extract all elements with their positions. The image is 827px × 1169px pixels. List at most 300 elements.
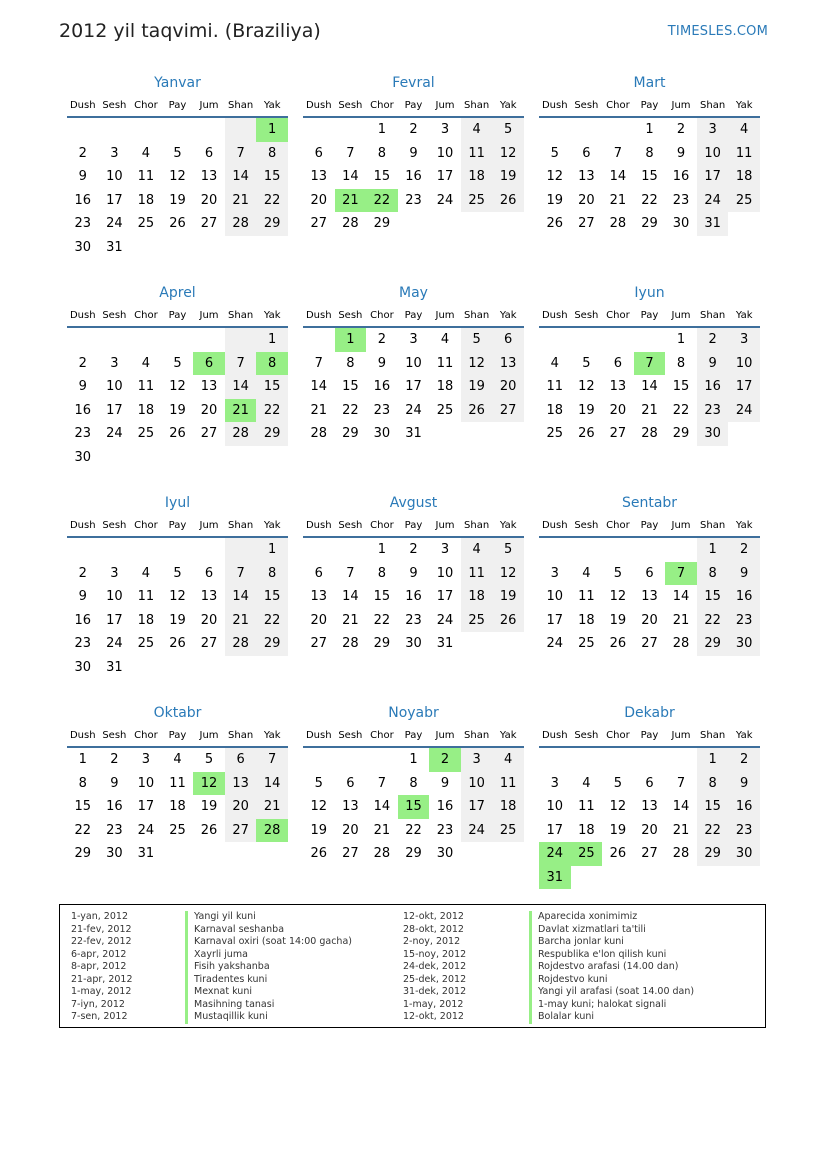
day-cell[interactable]: 29: [256, 422, 288, 446]
day-cell[interactable]: 29: [405, 846, 422, 862]
day-cell[interactable]: 5: [173, 355, 182, 371]
day-cell[interactable]: 2: [728, 537, 760, 562]
day-cell[interactable]: 16: [373, 379, 391, 395]
day-cell[interactable]: 10: [461, 772, 493, 796]
day-cell[interactable]: 19: [546, 192, 564, 208]
day-cell[interactable]: 11: [578, 589, 595, 605]
day-cell[interactable]: 1: [256, 327, 288, 352]
day-cell[interactable]: 12: [169, 169, 186, 185]
day-cell[interactable]: 22: [256, 399, 288, 423]
day-cell[interactable]: 21: [225, 189, 257, 213]
day-cell[interactable]: 3: [110, 355, 119, 371]
day-cell[interactable]: 17: [461, 795, 493, 819]
site-link[interactable]: TIMESLES.COM: [667, 24, 768, 39]
day-cell[interactable]: 31: [405, 426, 422, 442]
day-cell[interactable]: 9: [78, 379, 87, 395]
day-cell[interactable]: 18: [137, 402, 155, 418]
day-cell[interactable]: 25: [436, 402, 454, 418]
day-cell[interactable]: 25: [461, 189, 493, 213]
day-cell[interactable]: 15: [256, 585, 288, 609]
day-cell[interactable]: 9: [676, 145, 686, 161]
day-cell[interactable]: 26: [169, 636, 186, 652]
day-cell[interactable]: 3: [550, 775, 559, 791]
day-cell[interactable]: 13: [641, 799, 658, 815]
day-cell[interactable]: 23: [405, 612, 422, 628]
day-cell[interactable]: 16: [436, 799, 454, 815]
day-cell[interactable]: 22: [697, 609, 729, 633]
day-cell[interactable]: 12: [492, 562, 524, 586]
day-cell[interactable]: 5: [550, 145, 559, 161]
day-cell[interactable]: 7: [377, 775, 387, 791]
day-cell[interactable]: 10: [728, 352, 760, 376]
day-cell[interactable]: 5: [492, 117, 524, 142]
day-cell[interactable]: 8: [256, 352, 288, 376]
day-cell[interactable]: 21: [342, 612, 359, 628]
day-cell[interactable]: 13: [200, 169, 218, 185]
day-cell[interactable]: 23: [106, 822, 123, 838]
day-cell[interactable]: 11: [137, 589, 155, 605]
day-cell[interactable]: 27: [310, 636, 328, 652]
day-cell[interactable]: 20: [578, 192, 595, 208]
day-cell[interactable]: 1: [377, 542, 387, 558]
day-cell[interactable]: 25: [578, 636, 595, 652]
day-cell[interactable]: 28: [342, 636, 359, 652]
day-cell[interactable]: 15: [373, 589, 391, 605]
day-cell[interactable]: 2: [429, 747, 461, 772]
day-cell[interactable]: 10: [137, 775, 155, 791]
day-cell[interactable]: 1: [256, 537, 288, 562]
day-cell[interactable]: 3: [440, 542, 450, 558]
day-cell[interactable]: 1: [78, 752, 87, 768]
day-cell[interactable]: 30: [672, 216, 690, 232]
day-cell[interactable]: 11: [492, 772, 524, 796]
day-cell[interactable]: 20: [310, 612, 328, 628]
day-cell[interactable]: 30: [728, 632, 760, 656]
day-cell[interactable]: 12: [193, 772, 225, 796]
day-cell[interactable]: 24: [546, 636, 564, 652]
day-cell[interactable]: 13: [609, 379, 627, 395]
day-cell[interactable]: 28: [672, 846, 690, 862]
day-cell[interactable]: 22: [373, 612, 391, 628]
day-cell[interactable]: 8: [409, 775, 418, 791]
day-cell[interactable]: 4: [582, 775, 591, 791]
day-cell[interactable]: 20: [641, 612, 658, 628]
day-cell[interactable]: 9: [728, 562, 760, 586]
day-cell[interactable]: 11: [461, 562, 493, 586]
day-cell[interactable]: 31: [106, 239, 123, 255]
day-cell[interactable]: 4: [173, 752, 182, 768]
day-cell[interactable]: 28: [373, 846, 391, 862]
day-cell[interactable]: 20: [310, 192, 328, 208]
day-cell[interactable]: 8: [645, 145, 654, 161]
day-cell[interactable]: 25: [461, 609, 493, 633]
day-cell[interactable]: 23: [728, 609, 760, 633]
day-cell[interactable]: 17: [106, 192, 123, 208]
day-cell[interactable]: 3: [550, 565, 559, 581]
day-cell[interactable]: 13: [641, 589, 658, 605]
day-cell[interactable]: 11: [461, 142, 493, 166]
day-cell[interactable]: 11: [546, 379, 564, 395]
day-cell[interactable]: 11: [436, 355, 454, 371]
day-cell[interactable]: 1: [377, 122, 387, 138]
day-cell[interactable]: 27: [200, 216, 218, 232]
day-cell[interactable]: 31: [539, 866, 571, 890]
day-cell[interactable]: 15: [74, 799, 92, 815]
day-cell[interactable]: 16: [728, 585, 760, 609]
day-cell[interactable]: 21: [672, 822, 690, 838]
day-cell[interactable]: 13: [310, 589, 328, 605]
day-cell[interactable]: 20: [492, 375, 524, 399]
day-cell[interactable]: 7: [634, 352, 666, 376]
day-cell[interactable]: 15: [373, 169, 391, 185]
day-cell[interactable]: 28: [342, 216, 359, 232]
day-cell[interactable]: 31: [697, 212, 729, 236]
day-cell[interactable]: 29: [256, 212, 288, 236]
day-cell[interactable]: 4: [728, 117, 760, 142]
day-cell[interactable]: 12: [169, 589, 186, 605]
day-cell[interactable]: 8: [256, 562, 288, 586]
day-cell[interactable]: 10: [106, 379, 123, 395]
day-cell[interactable]: 15: [697, 795, 729, 819]
day-cell[interactable]: 8: [377, 565, 387, 581]
day-cell[interactable]: 16: [74, 402, 92, 418]
day-cell[interactable]: 6: [314, 565, 323, 581]
day-cell[interactable]: 2: [409, 122, 418, 138]
day-cell[interactable]: 9: [78, 589, 87, 605]
day-cell[interactable]: 3: [141, 752, 151, 768]
day-cell[interactable]: 19: [461, 375, 493, 399]
day-cell[interactable]: 22: [641, 192, 658, 208]
day-cell[interactable]: 20: [200, 192, 218, 208]
day-cell[interactable]: 2: [697, 327, 729, 352]
day-cell[interactable]: 6: [613, 355, 623, 371]
day-cell[interactable]: 14: [256, 772, 288, 796]
day-cell[interactable]: 13: [342, 799, 359, 815]
day-cell[interactable]: 30: [74, 449, 92, 465]
day-cell[interactable]: 4: [440, 332, 450, 348]
day-cell[interactable]: 12: [578, 379, 595, 395]
day-cell[interactable]: 7: [665, 562, 697, 586]
day-cell[interactable]: 5: [173, 565, 182, 581]
day-cell[interactable]: 27: [200, 636, 218, 652]
day-cell[interactable]: 16: [405, 589, 422, 605]
day-cell[interactable]: 13: [200, 379, 218, 395]
day-cell[interactable]: 26: [492, 189, 524, 213]
day-cell[interactable]: 6: [225, 747, 257, 772]
day-cell[interactable]: 6: [582, 145, 591, 161]
day-cell[interactable]: 21: [335, 189, 367, 213]
day-cell[interactable]: 4: [461, 537, 493, 562]
day-cell[interactable]: 29: [373, 636, 391, 652]
day-cell[interactable]: 26: [310, 846, 328, 862]
day-cell[interactable]: 6: [204, 565, 214, 581]
day-cell[interactable]: 1: [256, 117, 288, 142]
day-cell[interactable]: 27: [578, 216, 595, 232]
day-cell[interactable]: 3: [461, 747, 493, 772]
day-cell[interactable]: 26: [609, 636, 627, 652]
day-cell[interactable]: 30: [106, 846, 123, 862]
day-cell[interactable]: 12: [461, 352, 493, 376]
day-cell[interactable]: 30: [74, 659, 92, 675]
day-cell[interactable]: 25: [492, 819, 524, 843]
day-cell[interactable]: 22: [366, 189, 398, 213]
day-cell[interactable]: 8: [377, 145, 387, 161]
day-cell[interactable]: 17: [436, 589, 454, 605]
day-cell[interactable]: 28: [256, 819, 288, 843]
day-cell[interactable]: 15: [256, 375, 288, 399]
day-cell[interactable]: 10: [697, 142, 729, 166]
day-cell[interactable]: 6: [492, 327, 524, 352]
day-cell[interactable]: 29: [641, 216, 658, 232]
day-cell[interactable]: 19: [310, 822, 328, 838]
day-cell[interactable]: 22: [74, 822, 92, 838]
day-cell[interactable]: 24: [106, 426, 123, 442]
day-cell[interactable]: 24: [436, 612, 454, 628]
day-cell[interactable]: 11: [169, 775, 186, 791]
day-cell[interactable]: 16: [405, 169, 422, 185]
day-cell[interactable]: 14: [672, 799, 690, 815]
day-cell[interactable]: 22: [342, 402, 359, 418]
day-cell[interactable]: 20: [200, 402, 218, 418]
day-cell[interactable]: 11: [728, 142, 760, 166]
day-cell[interactable]: 7: [613, 145, 623, 161]
day-cell[interactable]: 5: [613, 775, 623, 791]
day-cell[interactable]: 27: [641, 846, 658, 862]
day-cell[interactable]: 28: [225, 632, 257, 656]
day-cell[interactable]: 16: [672, 169, 690, 185]
day-cell[interactable]: 19: [492, 585, 524, 609]
day-cell[interactable]: 8: [256, 142, 288, 166]
day-cell[interactable]: 15: [697, 585, 729, 609]
day-cell[interactable]: 23: [74, 216, 92, 232]
day-cell[interactable]: 9: [377, 355, 387, 371]
day-cell[interactable]: 31: [137, 846, 155, 862]
day-cell[interactable]: 19: [169, 612, 186, 628]
day-cell[interactable]: 24: [137, 822, 155, 838]
day-cell[interactable]: 20: [609, 402, 627, 418]
day-cell[interactable]: 19: [169, 192, 186, 208]
day-cell[interactable]: 17: [137, 799, 155, 815]
day-cell[interactable]: 8: [346, 355, 355, 371]
day-cell[interactable]: 17: [106, 612, 123, 628]
day-cell[interactable]: 7: [676, 775, 686, 791]
day-cell[interactable]: 4: [141, 565, 151, 581]
day-cell[interactable]: 7: [225, 562, 257, 586]
day-cell[interactable]: 21: [672, 612, 690, 628]
day-cell[interactable]: 15: [342, 379, 359, 395]
day-cell[interactable]: 29: [697, 842, 729, 866]
day-cell[interactable]: 15: [256, 165, 288, 189]
day-cell[interactable]: 13: [200, 589, 218, 605]
day-cell[interactable]: 17: [436, 169, 454, 185]
day-cell[interactable]: 23: [728, 819, 760, 843]
day-cell[interactable]: 7: [225, 142, 257, 166]
day-cell[interactable]: 22: [672, 402, 690, 418]
day-cell[interactable]: 21: [609, 192, 627, 208]
day-cell[interactable]: 30: [728, 842, 760, 866]
day-cell[interactable]: 9: [409, 145, 418, 161]
day-cell[interactable]: 24: [697, 189, 729, 213]
day-cell[interactable]: 30: [373, 426, 391, 442]
day-cell[interactable]: 16: [697, 375, 729, 399]
day-cell[interactable]: 4: [141, 145, 151, 161]
day-cell[interactable]: 28: [225, 212, 257, 236]
day-cell[interactable]: 25: [137, 216, 155, 232]
day-cell[interactable]: 13: [578, 169, 595, 185]
day-cell[interactable]: 14: [310, 379, 328, 395]
day-cell[interactable]: 17: [728, 375, 760, 399]
day-cell[interactable]: 10: [436, 565, 454, 581]
day-cell[interactable]: 3: [728, 327, 760, 352]
day-cell[interactable]: 26: [492, 609, 524, 633]
day-cell[interactable]: 25: [169, 822, 186, 838]
day-cell[interactable]: 3: [110, 145, 119, 161]
day-cell[interactable]: 22: [697, 819, 729, 843]
day-cell[interactable]: 1: [645, 122, 654, 138]
day-cell[interactable]: 29: [697, 632, 729, 656]
day-cell[interactable]: 17: [405, 379, 422, 395]
day-cell[interactable]: 5: [314, 775, 323, 791]
day-cell[interactable]: 9: [728, 772, 760, 796]
day-cell[interactable]: 9: [78, 169, 87, 185]
day-cell[interactable]: 6: [193, 352, 225, 376]
day-cell[interactable]: 10: [106, 169, 123, 185]
day-cell[interactable]: 3: [697, 117, 729, 142]
day-cell[interactable]: 20: [200, 612, 218, 628]
day-cell[interactable]: 2: [377, 332, 387, 348]
day-cell[interactable]: 25: [546, 426, 564, 442]
day-cell[interactable]: 15: [672, 379, 690, 395]
day-cell[interactable]: 10: [546, 589, 564, 605]
day-cell[interactable]: 24: [728, 399, 760, 423]
day-cell[interactable]: 12: [492, 142, 524, 166]
day-cell[interactable]: 27: [609, 426, 627, 442]
day-cell[interactable]: 18: [137, 612, 155, 628]
day-cell[interactable]: 10: [436, 145, 454, 161]
day-cell[interactable]: 23: [697, 399, 729, 423]
day-cell[interactable]: 27: [200, 426, 218, 442]
day-cell[interactable]: 7: [346, 145, 355, 161]
day-cell[interactable]: 21: [225, 399, 257, 423]
day-cell[interactable]: 6: [314, 145, 323, 161]
day-cell[interactable]: 18: [578, 822, 595, 838]
day-cell[interactable]: 25: [728, 189, 760, 213]
day-cell[interactable]: 5: [173, 145, 182, 161]
day-cell[interactable]: 25: [137, 426, 155, 442]
day-cell[interactable]: 12: [546, 169, 564, 185]
day-cell[interactable]: 14: [342, 169, 359, 185]
day-cell[interactable]: 8: [676, 355, 686, 371]
day-cell[interactable]: 3: [110, 565, 119, 581]
day-cell[interactable]: 14: [609, 169, 627, 185]
day-cell[interactable]: 28: [225, 422, 257, 446]
day-cell[interactable]: 29: [256, 632, 288, 656]
day-cell[interactable]: 4: [582, 565, 591, 581]
day-cell[interactable]: 1: [676, 332, 686, 348]
day-cell[interactable]: 5: [204, 752, 214, 768]
day-cell[interactable]: 27: [641, 636, 658, 652]
day-cell[interactable]: 28: [641, 426, 658, 442]
day-cell[interactable]: 23: [436, 822, 454, 838]
day-cell[interactable]: 21: [225, 609, 257, 633]
day-cell[interactable]: 14: [342, 589, 359, 605]
day-cell[interactable]: 4: [550, 355, 559, 371]
day-cell[interactable]: 24: [436, 192, 454, 208]
day-cell[interactable]: 12: [609, 799, 627, 815]
day-cell[interactable]: 19: [169, 402, 186, 418]
day-cell[interactable]: 7: [314, 355, 323, 371]
day-cell[interactable]: 1: [697, 747, 729, 772]
day-cell[interactable]: 12: [169, 379, 186, 395]
day-cell[interactable]: 25: [137, 636, 155, 652]
day-cell[interactable]: 5: [492, 537, 524, 562]
day-cell[interactable]: 10: [106, 589, 123, 605]
day-cell[interactable]: 18: [137, 192, 155, 208]
day-cell[interactable]: 5: [461, 327, 493, 352]
day-cell[interactable]: 29: [342, 426, 359, 442]
day-cell[interactable]: 14: [641, 379, 658, 395]
day-cell[interactable]: 10: [546, 799, 564, 815]
day-cell[interactable]: 16: [728, 795, 760, 819]
day-cell[interactable]: 5: [613, 565, 623, 581]
day-cell[interactable]: 5: [582, 355, 591, 371]
day-cell[interactable]: 18: [546, 402, 564, 418]
day-cell[interactable]: 18: [728, 165, 760, 189]
day-cell[interactable]: 6: [645, 565, 654, 581]
day-cell[interactable]: 26: [169, 426, 186, 442]
day-cell[interactable]: 30: [697, 422, 729, 446]
day-cell[interactable]: 13: [492, 352, 524, 376]
day-cell[interactable]: 7: [225, 352, 257, 376]
day-cell[interactable]: 26: [609, 846, 627, 862]
day-cell[interactable]: 29: [74, 846, 92, 862]
day-cell[interactable]: 3: [440, 122, 450, 138]
day-cell[interactable]: 19: [492, 165, 524, 189]
day-cell[interactable]: 1: [697, 537, 729, 562]
day-cell[interactable]: 18: [578, 612, 595, 628]
day-cell[interactable]: 21: [256, 795, 288, 819]
day-cell[interactable]: 26: [169, 216, 186, 232]
day-cell[interactable]: 23: [373, 402, 391, 418]
day-cell[interactable]: 13: [310, 169, 328, 185]
day-cell[interactable]: 24: [106, 216, 123, 232]
day-cell[interactable]: 8: [697, 562, 729, 586]
day-cell[interactable]: 24: [106, 636, 123, 652]
day-cell[interactable]: 9: [697, 352, 729, 376]
day-cell[interactable]: 2: [728, 747, 760, 772]
day-cell[interactable]: 25: [571, 842, 603, 866]
day-cell[interactable]: 2: [78, 145, 87, 161]
day-cell[interactable]: 23: [74, 426, 92, 442]
day-cell[interactable]: 6: [645, 775, 654, 791]
day-cell[interactable]: 23: [405, 192, 422, 208]
day-cell[interactable]: 29: [672, 426, 690, 442]
day-cell[interactable]: 17: [546, 822, 564, 838]
day-cell[interactable]: 27: [225, 819, 257, 843]
day-cell[interactable]: 2: [676, 122, 686, 138]
day-cell[interactable]: 26: [461, 399, 493, 423]
day-cell[interactable]: 16: [106, 799, 123, 815]
day-cell[interactable]: 9: [110, 775, 119, 791]
day-cell[interactable]: 21: [310, 402, 328, 418]
day-cell[interactable]: 18: [461, 165, 493, 189]
day-cell[interactable]: 27: [492, 399, 524, 423]
day-cell[interactable]: 15: [398, 795, 430, 819]
day-cell[interactable]: 19: [200, 799, 218, 815]
day-cell[interactable]: 16: [74, 192, 92, 208]
day-cell[interactable]: 6: [204, 145, 214, 161]
day-cell[interactable]: 20: [641, 822, 658, 838]
